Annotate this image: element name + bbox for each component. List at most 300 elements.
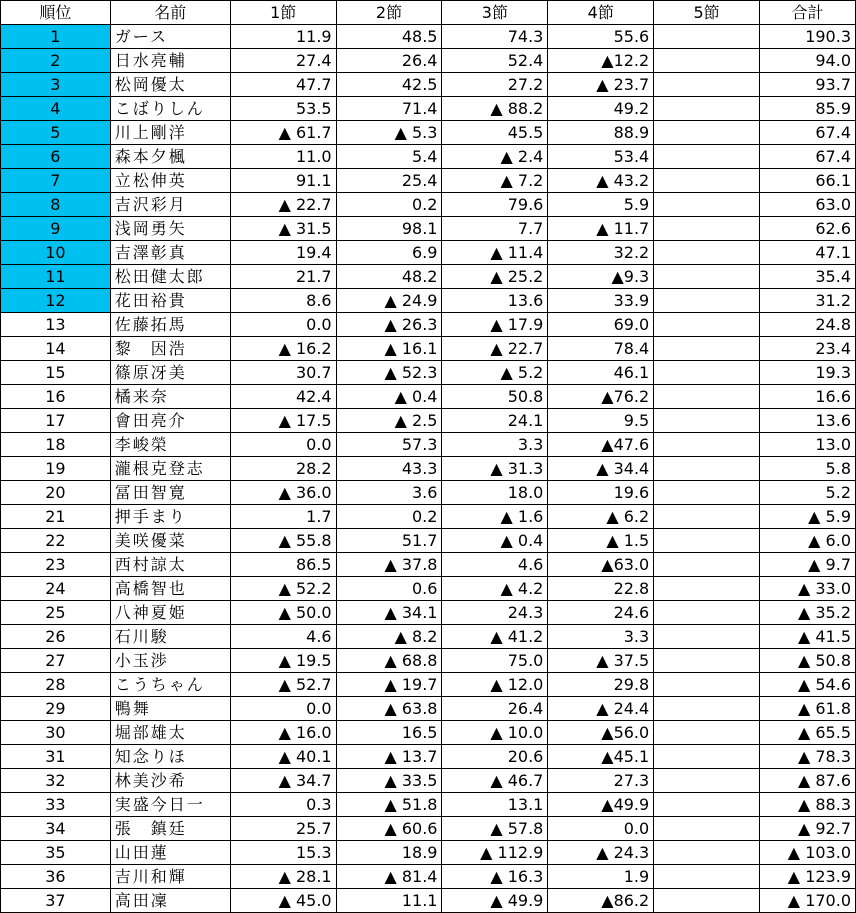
- section-1-cell[interactable]: ▲ 16.0: [230, 721, 336, 745]
- section-2-cell[interactable]: 25.4: [336, 169, 442, 193]
- section-3-cell[interactable]: 24.1: [442, 409, 548, 433]
- section-2-cell[interactable]: 48.5: [336, 25, 442, 49]
- rank-cell[interactable]: 18: [1, 433, 111, 457]
- section-2-cell[interactable]: ▲ 8.2: [336, 625, 442, 649]
- section-1-cell[interactable]: 19.4: [230, 241, 336, 265]
- total-cell[interactable]: 67.4: [760, 145, 856, 169]
- section-2-cell[interactable]: 16.5: [336, 721, 442, 745]
- section-3-cell[interactable]: ▲ 11.4: [442, 241, 548, 265]
- section-1-cell[interactable]: ▲ 50.0: [230, 601, 336, 625]
- name-cell[interactable]: 吉沢彩月: [110, 193, 230, 217]
- total-cell[interactable]: ▲ 170.0: [760, 889, 856, 913]
- section-3-cell[interactable]: 50.8: [442, 385, 548, 409]
- section-1-cell[interactable]: 25.7: [230, 817, 336, 841]
- total-cell[interactable]: 16.6: [760, 385, 856, 409]
- section-4-cell[interactable]: 0.0: [548, 817, 654, 841]
- section-5-cell[interactable]: [654, 649, 760, 673]
- total-cell[interactable]: ▲ 61.8: [760, 697, 856, 721]
- section-4-cell[interactable]: ▲56.0: [548, 721, 654, 745]
- section-5-cell[interactable]: [654, 721, 760, 745]
- rank-cell[interactable]: 13: [1, 313, 111, 337]
- section-3-cell[interactable]: ▲ 12.0: [442, 673, 548, 697]
- header-section-3[interactable]: 3節: [442, 1, 548, 25]
- name-cell[interactable]: 佐藤拓馬: [110, 313, 230, 337]
- section-1-cell[interactable]: 21.7: [230, 265, 336, 289]
- section-3-cell[interactable]: 13.1: [442, 793, 548, 817]
- section-5-cell[interactable]: [654, 73, 760, 97]
- section-5-cell[interactable]: [654, 817, 760, 841]
- name-cell[interactable]: 林美沙希: [110, 769, 230, 793]
- name-cell[interactable]: 黎 因浩: [110, 337, 230, 361]
- name-cell[interactable]: 會田亮介: [110, 409, 230, 433]
- name-cell[interactable]: 立松伸英: [110, 169, 230, 193]
- header-section-4[interactable]: 4節: [548, 1, 654, 25]
- section-2-cell[interactable]: ▲ 34.1: [336, 601, 442, 625]
- total-cell[interactable]: ▲ 33.0: [760, 577, 856, 601]
- total-cell[interactable]: 47.1: [760, 241, 856, 265]
- section-3-cell[interactable]: 3.3: [442, 433, 548, 457]
- section-2-cell[interactable]: ▲ 63.8: [336, 697, 442, 721]
- total-cell[interactable]: 67.4: [760, 121, 856, 145]
- section-5-cell[interactable]: [654, 745, 760, 769]
- section-5-cell[interactable]: [654, 529, 760, 553]
- rank-cell[interactable]: 10: [1, 241, 111, 265]
- section-3-cell[interactable]: 18.0: [442, 481, 548, 505]
- name-cell[interactable]: 浅岡勇矢: [110, 217, 230, 241]
- section-3-cell[interactable]: ▲ 46.7: [442, 769, 548, 793]
- section-2-cell[interactable]: ▲ 5.3: [336, 121, 442, 145]
- section-4-cell[interactable]: ▲ 24.3: [548, 841, 654, 865]
- section-5-cell[interactable]: [654, 145, 760, 169]
- rank-cell[interactable]: 21: [1, 505, 111, 529]
- section-2-cell[interactable]: ▲ 81.4: [336, 865, 442, 889]
- section-1-cell[interactable]: 0.0: [230, 433, 336, 457]
- section-2-cell[interactable]: 0.2: [336, 505, 442, 529]
- section-4-cell[interactable]: ▲47.6: [548, 433, 654, 457]
- section-2-cell[interactable]: ▲ 37.8: [336, 553, 442, 577]
- total-cell[interactable]: ▲ 5.9: [760, 505, 856, 529]
- section-3-cell[interactable]: ▲ 22.7: [442, 337, 548, 361]
- total-cell[interactable]: ▲ 41.5: [760, 625, 856, 649]
- section-5-cell[interactable]: [654, 577, 760, 601]
- rank-cell[interactable]: 2: [1, 49, 111, 73]
- section-5-cell[interactable]: [654, 193, 760, 217]
- section-3-cell[interactable]: ▲ 25.2: [442, 265, 548, 289]
- total-cell[interactable]: 62.6: [760, 217, 856, 241]
- rank-cell[interactable]: 1: [1, 25, 111, 49]
- section-2-cell[interactable]: 18.9: [336, 841, 442, 865]
- section-5-cell[interactable]: [654, 121, 760, 145]
- section-3-cell[interactable]: ▲ 112.9: [442, 841, 548, 865]
- rank-cell[interactable]: 26: [1, 625, 111, 649]
- total-cell[interactable]: ▲ 92.7: [760, 817, 856, 841]
- section-5-cell[interactable]: [654, 409, 760, 433]
- section-5-cell[interactable]: [654, 697, 760, 721]
- total-cell[interactable]: 85.9: [760, 97, 856, 121]
- section-4-cell[interactable]: 1.9: [548, 865, 654, 889]
- header-section-1[interactable]: 1節: [230, 1, 336, 25]
- section-1-cell[interactable]: ▲ 31.5: [230, 217, 336, 241]
- section-4-cell[interactable]: ▲9.3: [548, 265, 654, 289]
- section-4-cell[interactable]: ▲ 23.7: [548, 73, 654, 97]
- total-cell[interactable]: 24.8: [760, 313, 856, 337]
- rank-cell[interactable]: 16: [1, 385, 111, 409]
- section-2-cell[interactable]: 3.6: [336, 481, 442, 505]
- rank-cell[interactable]: 14: [1, 337, 111, 361]
- header-total[interactable]: 合計: [760, 1, 856, 25]
- section-2-cell[interactable]: ▲ 19.7: [336, 673, 442, 697]
- section-2-cell[interactable]: ▲ 33.5: [336, 769, 442, 793]
- section-4-cell[interactable]: 69.0: [548, 313, 654, 337]
- rank-cell[interactable]: 15: [1, 361, 111, 385]
- section-5-cell[interactable]: [654, 889, 760, 913]
- section-5-cell[interactable]: [654, 97, 760, 121]
- rank-cell[interactable]: 20: [1, 481, 111, 505]
- section-4-cell[interactable]: ▲86.2: [548, 889, 654, 913]
- section-4-cell[interactable]: 55.6: [548, 25, 654, 49]
- rank-cell[interactable]: 22: [1, 529, 111, 553]
- section-1-cell[interactable]: 11.0: [230, 145, 336, 169]
- name-cell[interactable]: 瀧根克登志: [110, 457, 230, 481]
- section-4-cell[interactable]: ▲ 11.7: [548, 217, 654, 241]
- section-1-cell[interactable]: 0.3: [230, 793, 336, 817]
- section-3-cell[interactable]: ▲ 4.2: [442, 577, 548, 601]
- rank-cell[interactable]: 4: [1, 97, 111, 121]
- section-1-cell[interactable]: 11.9: [230, 25, 336, 49]
- section-3-cell[interactable]: 75.0: [442, 649, 548, 673]
- name-cell[interactable]: 高橋智也: [110, 577, 230, 601]
- section-2-cell[interactable]: ▲ 16.1: [336, 337, 442, 361]
- section-1-cell[interactable]: 53.5: [230, 97, 336, 121]
- name-cell[interactable]: 吉澤彰真: [110, 241, 230, 265]
- section-2-cell[interactable]: 0.2: [336, 193, 442, 217]
- section-1-cell[interactable]: ▲ 22.7: [230, 193, 336, 217]
- rank-cell[interactable]: 19: [1, 457, 111, 481]
- section-2-cell[interactable]: ▲ 60.6: [336, 817, 442, 841]
- rank-cell[interactable]: 7: [1, 169, 111, 193]
- section-3-cell[interactable]: ▲ 49.9: [442, 889, 548, 913]
- name-cell[interactable]: 篠原冴美: [110, 361, 230, 385]
- section-5-cell[interactable]: [654, 49, 760, 73]
- section-2-cell[interactable]: 0.6: [336, 577, 442, 601]
- section-1-cell[interactable]: 91.1: [230, 169, 336, 193]
- section-3-cell[interactable]: 26.4: [442, 697, 548, 721]
- section-3-cell[interactable]: 74.3: [442, 25, 548, 49]
- section-2-cell[interactable]: 6.9: [336, 241, 442, 265]
- name-cell[interactable]: 八神夏姫: [110, 601, 230, 625]
- section-4-cell[interactable]: ▲63.0: [548, 553, 654, 577]
- section-5-cell[interactable]: [654, 553, 760, 577]
- section-1-cell[interactable]: 86.5: [230, 553, 336, 577]
- section-1-cell[interactable]: ▲ 52.2: [230, 577, 336, 601]
- section-4-cell[interactable]: 19.6: [548, 481, 654, 505]
- section-3-cell[interactable]: ▲ 17.9: [442, 313, 548, 337]
- rank-cell[interactable]: 9: [1, 217, 111, 241]
- section-4-cell[interactable]: ▲ 43.2: [548, 169, 654, 193]
- section-4-cell[interactable]: 24.6: [548, 601, 654, 625]
- header-section-2[interactable]: 2節: [336, 1, 442, 25]
- section-3-cell[interactable]: ▲ 57.8: [442, 817, 548, 841]
- rank-cell[interactable]: 30: [1, 721, 111, 745]
- total-cell[interactable]: ▲ 123.9: [760, 865, 856, 889]
- total-cell[interactable]: 5.8: [760, 457, 856, 481]
- name-cell[interactable]: 実盛今日一: [110, 793, 230, 817]
- total-cell[interactable]: 190.3: [760, 25, 856, 49]
- section-2-cell[interactable]: ▲ 2.5: [336, 409, 442, 433]
- name-cell[interactable]: 美咲優菜: [110, 529, 230, 553]
- name-cell[interactable]: 花田裕貴: [110, 289, 230, 313]
- name-cell[interactable]: 西村諒太: [110, 553, 230, 577]
- section-3-cell[interactable]: ▲ 16.3: [442, 865, 548, 889]
- total-cell[interactable]: ▲ 78.3: [760, 745, 856, 769]
- section-1-cell[interactable]: 4.6: [230, 625, 336, 649]
- rank-cell[interactable]: 36: [1, 865, 111, 889]
- section-5-cell[interactable]: [654, 289, 760, 313]
- name-cell[interactable]: 森本夕楓: [110, 145, 230, 169]
- section-3-cell[interactable]: 4.6: [442, 553, 548, 577]
- section-1-cell[interactable]: 30.7: [230, 361, 336, 385]
- total-cell[interactable]: ▲ 88.3: [760, 793, 856, 817]
- section-1-cell[interactable]: ▲ 17.5: [230, 409, 336, 433]
- section-2-cell[interactable]: 43.3: [336, 457, 442, 481]
- section-2-cell[interactable]: 26.4: [336, 49, 442, 73]
- rank-cell[interactable]: 11: [1, 265, 111, 289]
- total-cell[interactable]: 93.7: [760, 73, 856, 97]
- section-1-cell[interactable]: ▲ 16.2: [230, 337, 336, 361]
- section-4-cell[interactable]: ▲12.2: [548, 49, 654, 73]
- section-1-cell[interactable]: 47.7: [230, 73, 336, 97]
- section-3-cell[interactable]: ▲ 2.4: [442, 145, 548, 169]
- section-2-cell[interactable]: 5.4: [336, 145, 442, 169]
- rank-cell[interactable]: 31: [1, 745, 111, 769]
- section-5-cell[interactable]: [654, 313, 760, 337]
- total-cell[interactable]: 66.1: [760, 169, 856, 193]
- section-1-cell[interactable]: 28.2: [230, 457, 336, 481]
- section-2-cell[interactable]: ▲ 24.9: [336, 289, 442, 313]
- total-cell[interactable]: 94.0: [760, 49, 856, 73]
- section-5-cell[interactable]: [654, 601, 760, 625]
- section-3-cell[interactable]: ▲ 41.2: [442, 625, 548, 649]
- section-1-cell[interactable]: ▲ 40.1: [230, 745, 336, 769]
- section-4-cell[interactable]: 5.9: [548, 193, 654, 217]
- section-3-cell[interactable]: ▲ 31.3: [442, 457, 548, 481]
- section-2-cell[interactable]: ▲ 51.8: [336, 793, 442, 817]
- section-2-cell[interactable]: 51.7: [336, 529, 442, 553]
- name-cell[interactable]: 川上剛洋: [110, 121, 230, 145]
- section-2-cell[interactable]: 48.2: [336, 265, 442, 289]
- section-1-cell[interactable]: 15.3: [230, 841, 336, 865]
- section-5-cell[interactable]: [654, 793, 760, 817]
- section-2-cell[interactable]: ▲ 52.3: [336, 361, 442, 385]
- rank-cell[interactable]: 29: [1, 697, 111, 721]
- section-3-cell[interactable]: 27.2: [442, 73, 548, 97]
- section-4-cell[interactable]: 22.8: [548, 577, 654, 601]
- section-2-cell[interactable]: ▲ 26.3: [336, 313, 442, 337]
- section-1-cell[interactable]: 0.0: [230, 697, 336, 721]
- section-3-cell[interactable]: ▲ 7.2: [442, 169, 548, 193]
- name-cell[interactable]: 吉川和輝: [110, 865, 230, 889]
- section-1-cell[interactable]: ▲ 61.7: [230, 121, 336, 145]
- section-5-cell[interactable]: [654, 361, 760, 385]
- section-5-cell[interactable]: [654, 481, 760, 505]
- section-3-cell[interactable]: 52.4: [442, 49, 548, 73]
- rank-cell[interactable]: 37: [1, 889, 111, 913]
- section-4-cell[interactable]: ▲45.1: [548, 745, 654, 769]
- section-2-cell[interactable]: ▲ 0.4: [336, 385, 442, 409]
- rank-cell[interactable]: 32: [1, 769, 111, 793]
- rank-cell[interactable]: 17: [1, 409, 111, 433]
- name-cell[interactable]: 松岡優太: [110, 73, 230, 97]
- section-5-cell[interactable]: [654, 25, 760, 49]
- section-1-cell[interactable]: ▲ 36.0: [230, 481, 336, 505]
- rank-cell[interactable]: 5: [1, 121, 111, 145]
- section-4-cell[interactable]: 33.9: [548, 289, 654, 313]
- section-5-cell[interactable]: [654, 505, 760, 529]
- section-1-cell[interactable]: 8.6: [230, 289, 336, 313]
- rank-cell[interactable]: 8: [1, 193, 111, 217]
- section-4-cell[interactable]: 29.8: [548, 673, 654, 697]
- section-4-cell[interactable]: 3.3: [548, 625, 654, 649]
- section-5-cell[interactable]: [654, 385, 760, 409]
- section-3-cell[interactable]: 45.5: [442, 121, 548, 145]
- section-5-cell[interactable]: [654, 865, 760, 889]
- section-5-cell[interactable]: [654, 241, 760, 265]
- name-cell[interactable]: 李峻榮: [110, 433, 230, 457]
- section-1-cell[interactable]: ▲ 45.0: [230, 889, 336, 913]
- section-4-cell[interactable]: 27.3: [548, 769, 654, 793]
- name-cell[interactable]: 冨田智寛: [110, 481, 230, 505]
- section-4-cell[interactable]: ▲49.9: [548, 793, 654, 817]
- section-2-cell[interactable]: 98.1: [336, 217, 442, 241]
- section-4-cell[interactable]: 32.2: [548, 241, 654, 265]
- section-3-cell[interactable]: ▲ 5.2: [442, 361, 548, 385]
- rank-cell[interactable]: 23: [1, 553, 111, 577]
- section-1-cell[interactable]: ▲ 52.7: [230, 673, 336, 697]
- section-1-cell[interactable]: ▲ 28.1: [230, 865, 336, 889]
- section-4-cell[interactable]: 9.5: [548, 409, 654, 433]
- section-3-cell[interactable]: ▲ 10.0: [442, 721, 548, 745]
- section-5-cell[interactable]: [654, 217, 760, 241]
- section-5-cell[interactable]: [654, 841, 760, 865]
- name-cell[interactable]: 鴨舞: [110, 697, 230, 721]
- section-2-cell[interactable]: 71.4: [336, 97, 442, 121]
- section-4-cell[interactable]: ▲ 37.5: [548, 649, 654, 673]
- section-1-cell[interactable]: 27.4: [230, 49, 336, 73]
- section-4-cell[interactable]: 78.4: [548, 337, 654, 361]
- section-4-cell[interactable]: ▲ 34.4: [548, 457, 654, 481]
- section-3-cell[interactable]: 7.7: [442, 217, 548, 241]
- section-4-cell[interactable]: 88.9: [548, 121, 654, 145]
- rank-cell[interactable]: 33: [1, 793, 111, 817]
- section-4-cell[interactable]: 53.4: [548, 145, 654, 169]
- total-cell[interactable]: 5.2: [760, 481, 856, 505]
- section-2-cell[interactable]: ▲ 13.7: [336, 745, 442, 769]
- rank-cell[interactable]: 35: [1, 841, 111, 865]
- total-cell[interactable]: 19.3: [760, 361, 856, 385]
- total-cell[interactable]: 31.2: [760, 289, 856, 313]
- total-cell[interactable]: 23.4: [760, 337, 856, 361]
- total-cell[interactable]: 35.4: [760, 265, 856, 289]
- name-cell[interactable]: 知念りほ: [110, 745, 230, 769]
- rank-cell[interactable]: 28: [1, 673, 111, 697]
- name-cell[interactable]: 松田健太郎: [110, 265, 230, 289]
- name-cell[interactable]: 小玉渉: [110, 649, 230, 673]
- total-cell[interactable]: ▲ 50.8: [760, 649, 856, 673]
- section-2-cell[interactable]: ▲ 68.8: [336, 649, 442, 673]
- section-5-cell[interactable]: [654, 169, 760, 193]
- rank-cell[interactable]: 12: [1, 289, 111, 313]
- total-cell[interactable]: 63.0: [760, 193, 856, 217]
- total-cell[interactable]: ▲ 6.0: [760, 529, 856, 553]
- section-3-cell[interactable]: 79.6: [442, 193, 548, 217]
- section-3-cell[interactable]: 13.6: [442, 289, 548, 313]
- header-name[interactable]: 名前: [110, 1, 230, 25]
- section-5-cell[interactable]: [654, 625, 760, 649]
- name-cell[interactable]: こうちゃん: [110, 673, 230, 697]
- header-section-5[interactable]: 5節: [654, 1, 760, 25]
- total-cell[interactable]: ▲ 54.6: [760, 673, 856, 697]
- name-cell[interactable]: 日水亮輔: [110, 49, 230, 73]
- total-cell[interactable]: ▲ 65.5: [760, 721, 856, 745]
- section-1-cell[interactable]: 1.7: [230, 505, 336, 529]
- section-4-cell[interactable]: 46.1: [548, 361, 654, 385]
- section-4-cell[interactable]: ▲ 24.4: [548, 697, 654, 721]
- rank-cell[interactable]: 25: [1, 601, 111, 625]
- section-5-cell[interactable]: [654, 265, 760, 289]
- name-cell[interactable]: 押手まり: [110, 505, 230, 529]
- section-2-cell[interactable]: 42.5: [336, 73, 442, 97]
- total-cell[interactable]: 13.6: [760, 409, 856, 433]
- section-3-cell[interactable]: ▲ 1.6: [442, 505, 548, 529]
- section-4-cell[interactable]: ▲ 1.5: [548, 529, 654, 553]
- section-5-cell[interactable]: [654, 769, 760, 793]
- section-1-cell[interactable]: ▲ 19.5: [230, 649, 336, 673]
- header-rank[interactable]: 順位: [1, 1, 111, 25]
- name-cell[interactable]: 山田蓮: [110, 841, 230, 865]
- rank-cell[interactable]: 6: [1, 145, 111, 169]
- total-cell[interactable]: ▲ 9.7: [760, 553, 856, 577]
- section-3-cell[interactable]: 24.3: [442, 601, 548, 625]
- name-cell[interactable]: ガース: [110, 25, 230, 49]
- section-1-cell[interactable]: ▲ 34.7: [230, 769, 336, 793]
- section-3-cell[interactable]: ▲ 88.2: [442, 97, 548, 121]
- section-1-cell[interactable]: ▲ 55.8: [230, 529, 336, 553]
- section-1-cell[interactable]: 42.4: [230, 385, 336, 409]
- rank-cell[interactable]: 24: [1, 577, 111, 601]
- rank-cell[interactable]: 3: [1, 73, 111, 97]
- name-cell[interactable]: 橘来奈: [110, 385, 230, 409]
- section-3-cell[interactable]: ▲ 0.4: [442, 529, 548, 553]
- name-cell[interactable]: 高田凜: [110, 889, 230, 913]
- section-4-cell[interactable]: ▲76.2: [548, 385, 654, 409]
- section-4-cell[interactable]: ▲ 6.2: [548, 505, 654, 529]
- name-cell[interactable]: 張 鎮廷: [110, 817, 230, 841]
- name-cell[interactable]: こばりしん: [110, 97, 230, 121]
- name-cell[interactable]: 堀部雄太: [110, 721, 230, 745]
- name-cell[interactable]: 石川駿: [110, 625, 230, 649]
- total-cell[interactable]: 13.0: [760, 433, 856, 457]
- section-3-cell[interactable]: 20.6: [442, 745, 548, 769]
- section-4-cell[interactable]: 49.2: [548, 97, 654, 121]
- section-5-cell[interactable]: [654, 337, 760, 361]
- section-5-cell[interactable]: [654, 433, 760, 457]
- rank-cell[interactable]: 27: [1, 649, 111, 673]
- total-cell[interactable]: ▲ 35.2: [760, 601, 856, 625]
- section-5-cell[interactable]: [654, 457, 760, 481]
- total-cell[interactable]: ▲ 87.6: [760, 769, 856, 793]
- section-2-cell[interactable]: 11.1: [336, 889, 442, 913]
- section-1-cell[interactable]: 0.0: [230, 313, 336, 337]
